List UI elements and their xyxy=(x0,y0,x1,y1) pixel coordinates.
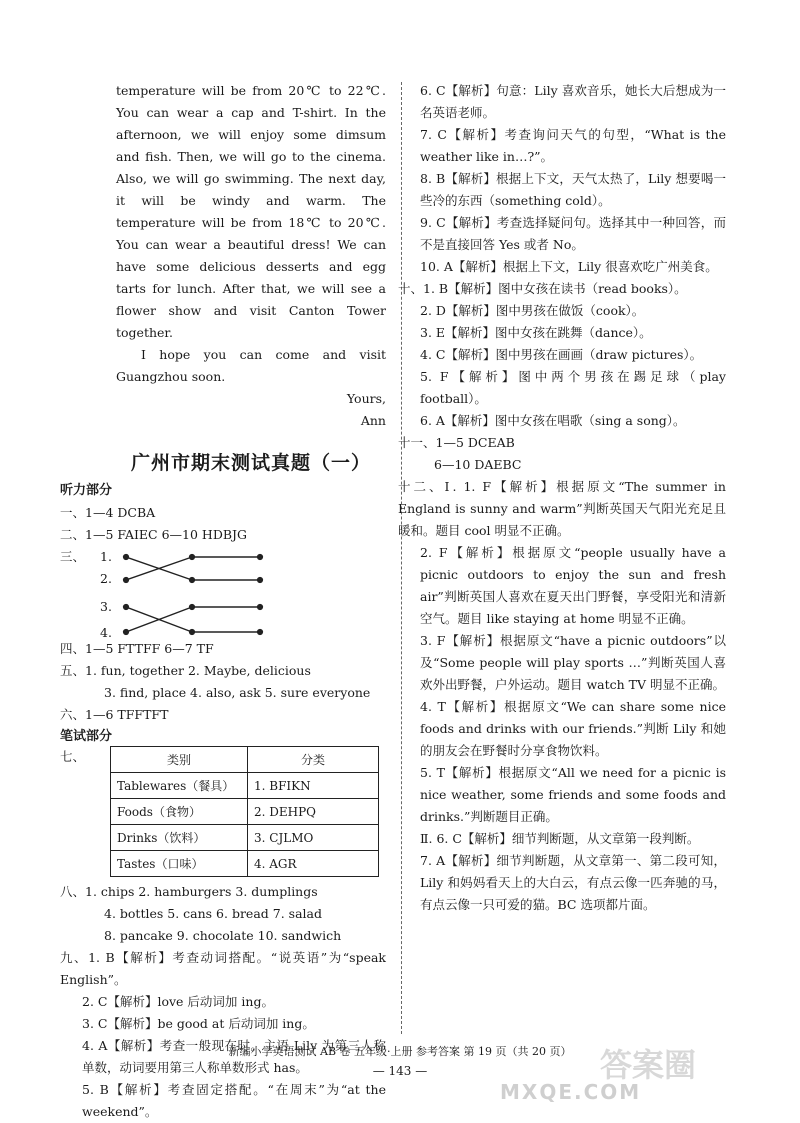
classification-table xyxy=(110,746,379,877)
answer-7-label: 七、 xyxy=(60,749,86,764)
answer-11a: 十一、1—5 DCEAB xyxy=(398,435,515,450)
match-dot xyxy=(190,555,195,560)
answer-10-3: 3. E【解析】图中女孩在跳舞（dance）。 xyxy=(420,325,652,340)
table-cell: 3. CJLMO xyxy=(248,825,379,851)
table-row xyxy=(111,773,379,799)
answer-4: 四、1—5 FTTFF 6—7 TF xyxy=(60,641,214,656)
written-heading: 笔试部分 xyxy=(60,729,113,744)
table-cell: 1. BFIKN xyxy=(248,773,379,799)
table-row xyxy=(111,799,379,825)
letter-body: temperature will be from 20℃ to 22℃. You can wear a cap and T-shirt. In the afternoon, we will enjoy some dimsum and fish. Then, we will go to the cinema. Also, we will go swimming. The next day, it will be windy and warm. The temperature will be from 18℃ to 20℃. You can wear a beautiful dress! We can have some delicious desserts and egg tarts for lunch. After that, we will see a flower show and visit Canton Tower together. xyxy=(116,83,386,340)
match-dot xyxy=(124,555,129,560)
answer-9-4: 4. A【解析】考查一般现在时。主语 Lily 为第三人称单数，动词要用第三人称单数形式 has。 xyxy=(82,1038,386,1075)
answer-12-5: 5. T【解析】根据原文“All we need for a picnic is nice weather, some friends and some foods and drinks.”判断题目正确。 xyxy=(420,765,726,824)
left-column xyxy=(60,80,386,1123)
table-cell: Tablewares（餐具） xyxy=(111,773,248,799)
match-dot xyxy=(190,578,195,583)
answer-3-label: 三、 xyxy=(60,549,86,564)
answer-12-4: 4. T【解析】根据原文“We can share some nice foods and drinks with our friends.”判断 Lily 和她的朋友会在野餐时分享食物饮料。 xyxy=(420,699,726,758)
match-dot xyxy=(258,555,263,560)
table-cell: Foods（食物） xyxy=(111,799,248,825)
match-label-4: 4. xyxy=(100,625,112,640)
listening-heading: 听力部分 xyxy=(60,483,113,498)
table-cell: 2. DEHPQ xyxy=(248,799,379,825)
answer-8b: 4. bottles 5. cans 6. bread 7. salad xyxy=(104,906,322,921)
table-header: 分类 xyxy=(248,747,379,773)
table-header: 类别 xyxy=(111,747,248,773)
match-label-2: 2. xyxy=(100,571,112,586)
answer-12-6: Ⅱ. 6. C【解析】细节判断题，从文章第一段判断。 xyxy=(420,831,700,846)
section-title: 广州市期末测试真题（一） xyxy=(130,452,371,474)
answer-11b: 6—10 DAEBC xyxy=(434,457,522,472)
answer-6: 六、1—6 TFFTFT xyxy=(60,707,169,722)
page-number: — 143 — xyxy=(372,1064,428,1078)
table-row xyxy=(111,851,379,877)
letter-closing: I hope you can come and visit Guangzhou soon. xyxy=(116,347,386,384)
match-dot xyxy=(258,605,263,610)
match-dot xyxy=(190,630,195,635)
watermark-logo: 答案圈 xyxy=(600,1046,697,1084)
letter-yours: Yours, xyxy=(346,391,386,406)
answer-12-1: 十二、Ⅰ. 1. F【解析】根据原文“The summer in England is sunny and warm”判断英国天气阳光充足且暖和。题目 cool 明显不正确。 xyxy=(398,479,726,538)
match-lines xyxy=(120,546,270,638)
match-dot xyxy=(124,630,129,635)
table-row xyxy=(111,825,379,851)
page-footer: 新编小学英语测试 AB 卷 五年级·上册 参考答案 第 19 页（共 20 页） xyxy=(228,1045,572,1058)
answer-8a: 八、1. chips 2. hamburgers 3. dumplings xyxy=(60,884,318,899)
answer-9-2: 2. C【解析】love 后动词加 ing。 xyxy=(82,994,274,1009)
answer-10-4: 4. C【解析】图中男孩在画画（draw pictures）。 xyxy=(420,347,703,362)
answer-9-8: 8. B【解析】根据上下文，天气太热了，Lily 想要喝一些冷的东西（something cold）。 xyxy=(420,171,726,208)
match-dot xyxy=(258,630,263,635)
table-header-row xyxy=(111,747,379,773)
matching-diagram xyxy=(60,546,386,638)
answer-10-6: 6. A【解析】图中女孩在唱歌（sing a song）。 xyxy=(420,413,686,428)
answer-9-10: 10. A【解析】根据上下文，Lily 很喜欢吃广州美食。 xyxy=(420,259,718,274)
answer-7 xyxy=(60,746,386,877)
answer-9-7: 7. C【解析】考查询问天气的句型，“What is the weather like in…?”。 xyxy=(420,127,726,164)
right-column xyxy=(398,80,726,916)
answer-5b: 3. find, place 4. also, ask 5. sure everyone xyxy=(104,685,371,700)
answer-9-6: 6. C【解析】句意：Lily 喜欢音乐，她长大后想成为一名英语老师。 xyxy=(420,83,726,120)
answer-12-2: 2. F【解析】根据原文“people usually have a picnic outdoors to enjoy the sun and fresh air”判断英国人喜欢在夏天出门野餐，享受阳光和清新空气。题目 like staying at home 明显不正确。 xyxy=(420,545,726,626)
answer-12-3: 3. F【解析】根据原文“have a picnic outdoors”以及“Some people will play sports …”判断英国人喜欢外出野餐，户外运动。题目 watch TV 明显不正确。 xyxy=(420,633,726,692)
match-label-1: 1. xyxy=(100,549,112,564)
letter-signature: Ann xyxy=(360,413,386,428)
answer-10-5: 5. F【解析】图中两个男孩在踢足球（play football）。 xyxy=(420,369,726,406)
answer-12-7: 7. A【解析】细节判断题，从文章第一、第二段可知，Lily 和妈妈看天上的大白云，有点云像一匹奔驰的马，有点云像一只可爱的猫。BC 选项都片面。 xyxy=(420,853,726,912)
answer-5a: 五、1. fun, together 2. Maybe, delicious xyxy=(60,663,311,678)
answer-9-1: 九、1. B【解析】考查动词搭配。“说英语”为“speak English”。 xyxy=(60,950,386,987)
watermark-text: MXQE.COM xyxy=(500,1080,642,1104)
column-divider xyxy=(401,82,402,1034)
table-cell: Tastes（口味） xyxy=(111,851,248,877)
match-label-3: 3. xyxy=(100,599,112,614)
table-cell: 4. AGR xyxy=(248,851,379,877)
answer-8c: 8. pancake 9. chocolate 10. sandwich xyxy=(104,928,342,943)
answer-9-5: 5. B【解析】考查固定搭配。“在周末”为“at the weekend”。 xyxy=(82,1082,386,1119)
match-dot xyxy=(258,578,263,583)
answer-10-1: 十、1. B【解析】图中女孩在读书（read books）。 xyxy=(398,281,687,296)
table-cell: Drinks（饮料） xyxy=(111,825,248,851)
answer-10-2: 2. D【解析】图中男孩在做饭（cook）。 xyxy=(420,303,645,318)
match-dot xyxy=(124,578,129,583)
match-dot xyxy=(190,605,195,610)
answer-2: 二、1—5 FAIEC 6—10 HDBJG xyxy=(60,527,248,542)
answer-9-9: 9. C【解析】考查选择疑问句。选择其中一种回答，而不是直接回答 Yes 或者 No。 xyxy=(420,215,726,252)
answer-1: 一、1—4 DCBA xyxy=(60,505,156,520)
answer-9-3: 3. C【解析】be good at 后动词加 ing。 xyxy=(82,1016,315,1031)
match-dot xyxy=(124,605,129,610)
